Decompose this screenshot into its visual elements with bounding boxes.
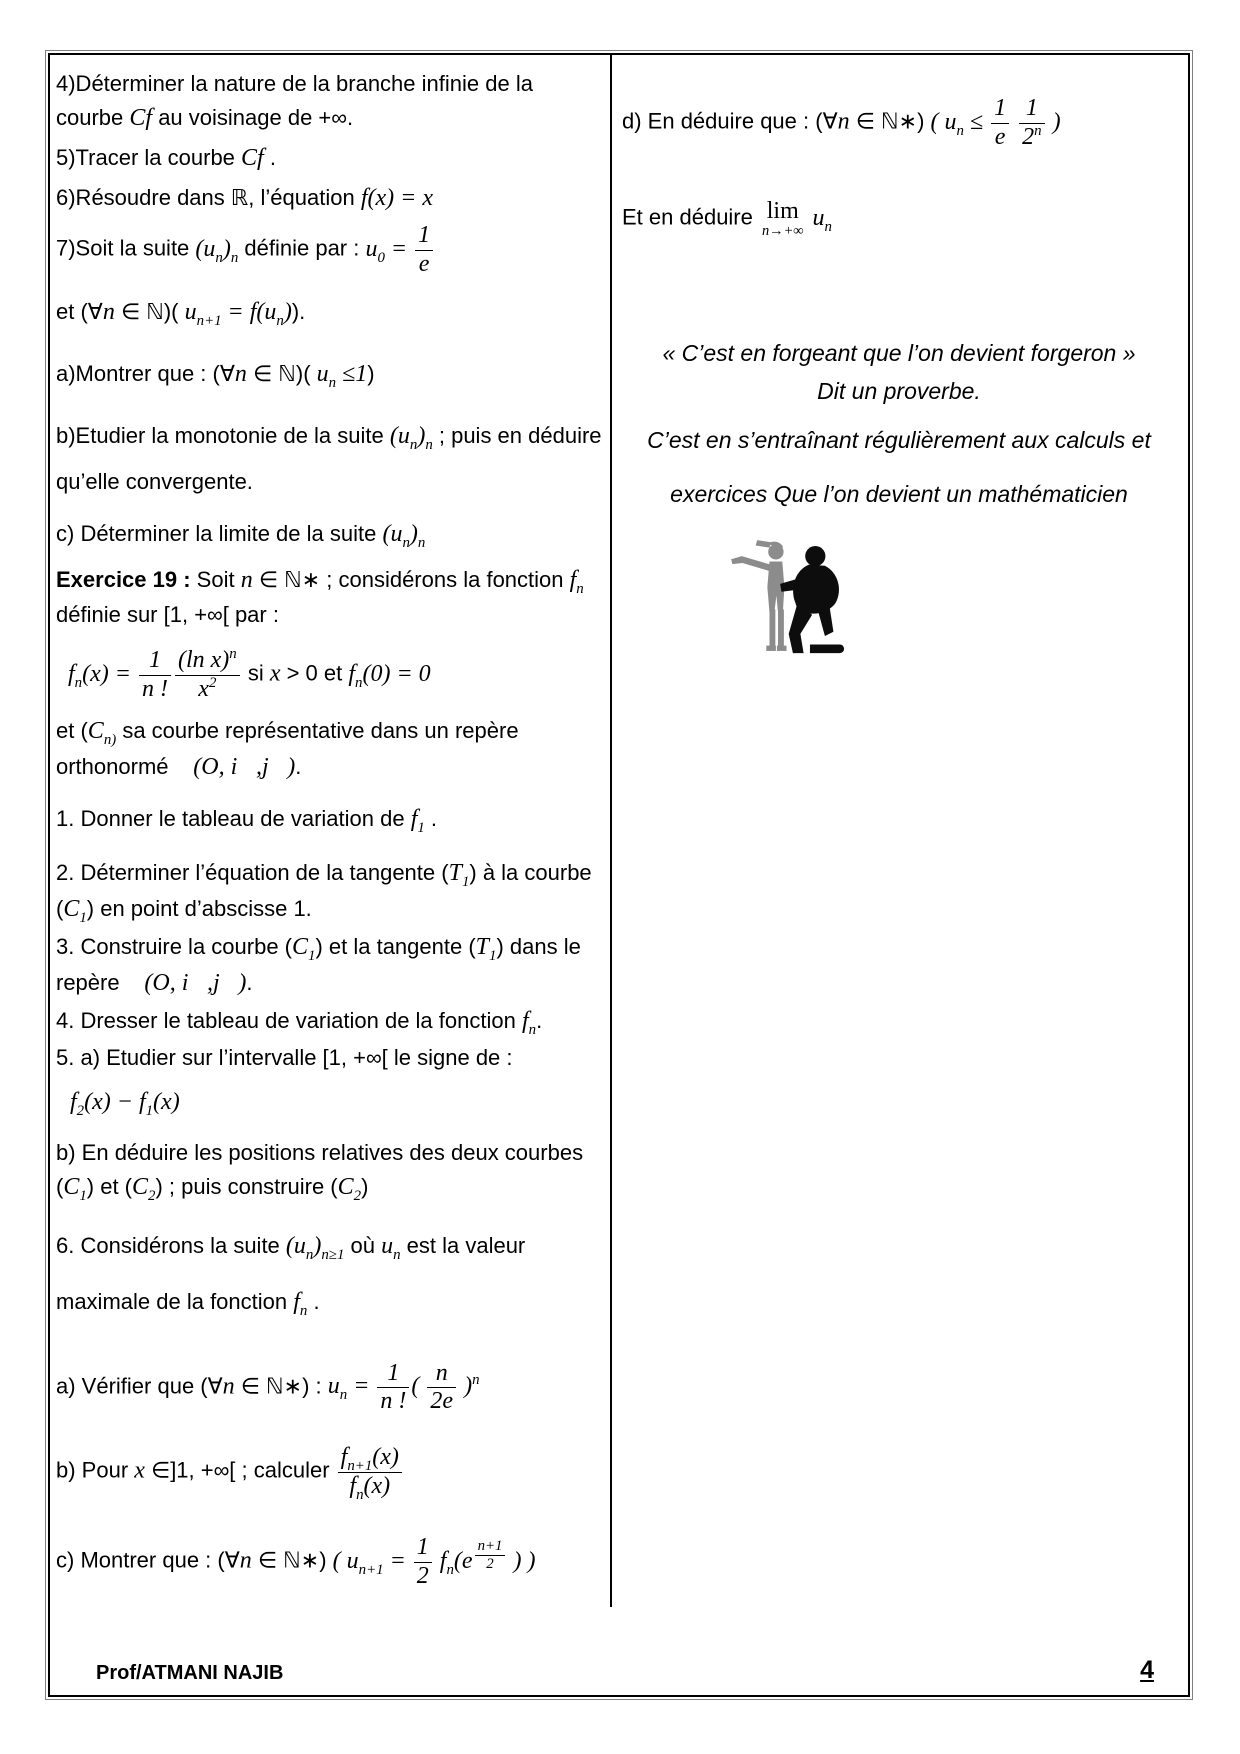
text-run: 7)Soit la suite: [56, 235, 196, 261]
citation-ligne-1: [622, 423, 1176, 458]
text-run: sa courbe représentative dans un repère orthonormé: [56, 718, 519, 780]
page-content: [50, 55, 1188, 1607]
italic-text-run: Dit un proverbe.: [817, 378, 981, 404]
math-run: n: [222, 1373, 235, 1400]
math-run: $C_1$: [63, 1174, 87, 1205]
mentor-child-silhouette: [714, 538, 1176, 674]
math-run: $C_2$: [132, 1174, 156, 1205]
math-run: n: [837, 108, 850, 135]
page-number: 4: [1140, 1656, 1154, 1684]
math-run: x: [269, 660, 281, 687]
text-run: 1. Donner le tableau de variation de: [56, 806, 411, 832]
math-run: $f_n(0) = 0$: [348, 660, 431, 691]
exercice-19-courbe-repere: [56, 713, 606, 785]
math-run: $C_1$: [63, 896, 87, 927]
math-run: $f_n(x)$ = $\frac{1}{n !}$ $\frac{(\ln x)^n}{x^2}$: [68, 661, 242, 687]
math-run: x: [134, 1457, 145, 1484]
text-run: 4)Déterminer la nature de la branche infinie de la courbe: [56, 71, 533, 130]
text-run: a)Montrer que : (∀: [56, 361, 235, 387]
q4-tableau-variation-fn: [56, 1003, 606, 1039]
text-run: a) Vérifier que (∀: [56, 1373, 223, 1399]
math-run: Cf: [129, 105, 153, 131]
italic-text-run: « C’est en forgeant que l’on devient forgeron »: [662, 339, 1136, 366]
math-run: $T_1$: [475, 934, 497, 965]
math-run: $T_1$: [448, 860, 470, 891]
math-run: lim n→+∞ $u_n$: [761, 198, 832, 240]
math-run: $u_n$: [381, 1233, 401, 1264]
q6b-calculer: [56, 1443, 606, 1503]
math-run: ℛ(O, i⃗,j⃗): [174, 754, 296, 781]
text-run: .: [295, 754, 302, 780]
text-run: où: [344, 1233, 382, 1259]
left-column: [50, 55, 610, 1590]
text-run: .: [246, 970, 253, 996]
math-run: n: [239, 1547, 252, 1574]
text-run: ∈ ℕ∗ ; considérons la fonction: [252, 567, 570, 593]
math-run: $C_2$: [337, 1174, 362, 1205]
math-run: $f_n$: [569, 567, 584, 597]
text-run: et (: [56, 718, 88, 744]
text-run: 6. Considérons la suite: [56, 1233, 286, 1259]
page-inner-border: [48, 53, 1190, 1697]
math-run: f(x) = x: [360, 185, 433, 211]
math-run: $\frac{f_{n+1}(x)}{f_n(x)}$: [336, 1458, 404, 1484]
text-run: b) En déduire les positions relatives des deux courbes (: [56, 1140, 584, 1200]
q5b-positions-relatives: [56, 1136, 606, 1205]
q6d-en-deduire: [622, 95, 1176, 151]
math-run: $(u_n)_{n\ge 1}$: [285, 1233, 345, 1264]
text-run: Et en déduire: [622, 204, 759, 230]
math-run: $C_1$: [292, 934, 316, 965]
math-run: n: [102, 299, 115, 326]
math-run: $f_2(x) - f_1(x)$: [70, 1089, 180, 1120]
text-run: b)Etudier la monotonie de la suite: [56, 423, 390, 449]
math-run: $u_0$ = $\frac{1}{e}$: [365, 236, 435, 262]
text-run: ) en point d’abscisse 1.: [86, 896, 312, 922]
text-run: 2. Déterminer l’équation de la tangente (: [56, 860, 449, 886]
item-7-suite-definition: [56, 222, 606, 278]
math-run: $(u_n)_n$: [382, 521, 426, 551]
math-run: $(u_n)_n$: [195, 235, 239, 266]
math-run: $u_{n+1} = f(u_n)$: [184, 299, 292, 329]
item-4-branche-infinie: [56, 67, 606, 136]
text-run: .: [263, 145, 276, 170]
item-7c-limite: [56, 516, 606, 552]
text-run: .: [424, 806, 438, 832]
math-run: ( $u_{n+1}$ = $\frac{1}{2}$ $f_n(e$ $^{\frac{n+1}{2}}$ ) ): [332, 1534, 536, 1589]
text-run: ): [367, 361, 375, 387]
text-run: ∈ ℕ∗): [251, 1547, 333, 1573]
text-run: 4. Dresser le tableau de variation de la fonction: [56, 1008, 522, 1034]
math-run: ℛ(O, i⃗,j⃗): [125, 970, 247, 997]
text-run: ): [361, 1174, 369, 1200]
text-run: Soit: [196, 567, 241, 593]
math-run: $u_n \le 1$: [316, 361, 368, 391]
text-run: et (∀: [56, 299, 103, 325]
italic-text-run: C’est en s’entraînant régulièrement aux calculs et: [647, 426, 1151, 453]
q6a-verifier: [56, 1360, 606, 1416]
text-run: d) En déduire que : (∀: [622, 108, 838, 134]
citation-ligne-2: [622, 477, 1176, 512]
text-run: c) Montrer que : (∀: [56, 1547, 240, 1573]
text-run: ∈ ℕ)(: [114, 299, 185, 325]
math-run: $u_n$ = $\frac{1}{n !}$ ( $\frac{n}{2e}$ )$^n$: [327, 1359, 480, 1415]
math-run: $f_1$: [410, 806, 425, 837]
math-run: $(u_n)_n$: [389, 423, 433, 453]
page-border: [45, 50, 1193, 1700]
text-run: 3. Construire la courbe (: [56, 934, 292, 960]
q1-tableau-variation-f1: [56, 801, 606, 837]
text-run: 5)Tracer la courbe: [56, 145, 242, 170]
item-5-tracer-courbe: [56, 140, 606, 176]
text-run: définie par :: [238, 235, 366, 261]
q6d-limite: [622, 199, 1176, 239]
q2-tangente: [56, 855, 606, 927]
item-7b-monotonie: [56, 412, 606, 504]
math-run: $f_n$: [293, 1288, 308, 1319]
text-run: si: [241, 660, 270, 686]
item-6-resoudre-equation: [56, 180, 606, 216]
item-7a-montrer: [56, 356, 606, 392]
text-run: ∈ ℕ)(: [246, 361, 317, 387]
text-run: > 0 et: [280, 660, 349, 686]
bold-text-run: Exercice 19 :: [56, 567, 197, 593]
text-run: b) Pour: [56, 1457, 135, 1483]
item-7-suite-recurrence: [56, 294, 606, 330]
math-run: n: [234, 361, 247, 388]
text-run: définie sur [1, +∞[ par :: [56, 602, 279, 628]
right-column: [612, 55, 1188, 674]
text-run: ∈ ℕ∗) :: [234, 1373, 328, 1399]
q3-construire: [56, 929, 606, 1001]
proverbe-ligne-1: [622, 336, 1176, 371]
q6-suite-valeur-maximale: [56, 1219, 606, 1329]
footer-author: Prof/ATMANI NAJIB: [96, 1662, 284, 1684]
text-run: ) dans le repère: [56, 934, 581, 996]
text-run: c) Déterminer la limite de la suite: [56, 521, 383, 547]
math-run: ( $u_n$ ≤ $\frac{1}{e}$ $\frac{1}{2^n}$ ): [930, 95, 1061, 150]
proverbe-ligne-2: [622, 374, 1176, 409]
text-run: ) et la tangente (: [315, 934, 476, 960]
text-run: ).: [291, 299, 306, 325]
q5a-formule: [56, 1084, 606, 1120]
text-run: .: [307, 1288, 320, 1314]
q5a-signe: [56, 1041, 606, 1074]
math-run: $f_n$: [521, 1008, 537, 1039]
text-run: 6)Résoudre dans ℝ, l’équation: [56, 185, 361, 210]
text-run: ∈ ℕ∗): [849, 108, 931, 134]
exercice-19-intro: [56, 562, 606, 631]
text-run: au voisinage de +∞.: [152, 105, 354, 130]
italic-text-run: exercices Que l’on devient un mathématicien: [670, 481, 1128, 507]
text-run: est la valeur maximale de la fonction: [56, 1233, 526, 1314]
exercice-19-formule: [56, 647, 606, 703]
text-run: ) à la courbe (: [56, 860, 592, 922]
math-run: $C_{n)}$: [87, 718, 117, 749]
text-run: ) ; puis construire (: [155, 1174, 338, 1200]
text-run: ) et (: [86, 1174, 133, 1200]
text-run: .: [536, 1008, 543, 1034]
text-run: ∈]1, +∞[ ; calculer: [144, 1457, 336, 1483]
math-run: Cf: [241, 145, 264, 171]
text-run: 5. a) Etudier sur l’intervalle [1, +∞[ le signe de :: [56, 1045, 513, 1071]
math-run: n: [240, 567, 253, 594]
page-footer: [96, 1656, 1154, 1685]
q6c-montrer: [56, 1534, 606, 1590]
text-run: ; puis en déduire qu’elle convergente.: [56, 423, 602, 495]
